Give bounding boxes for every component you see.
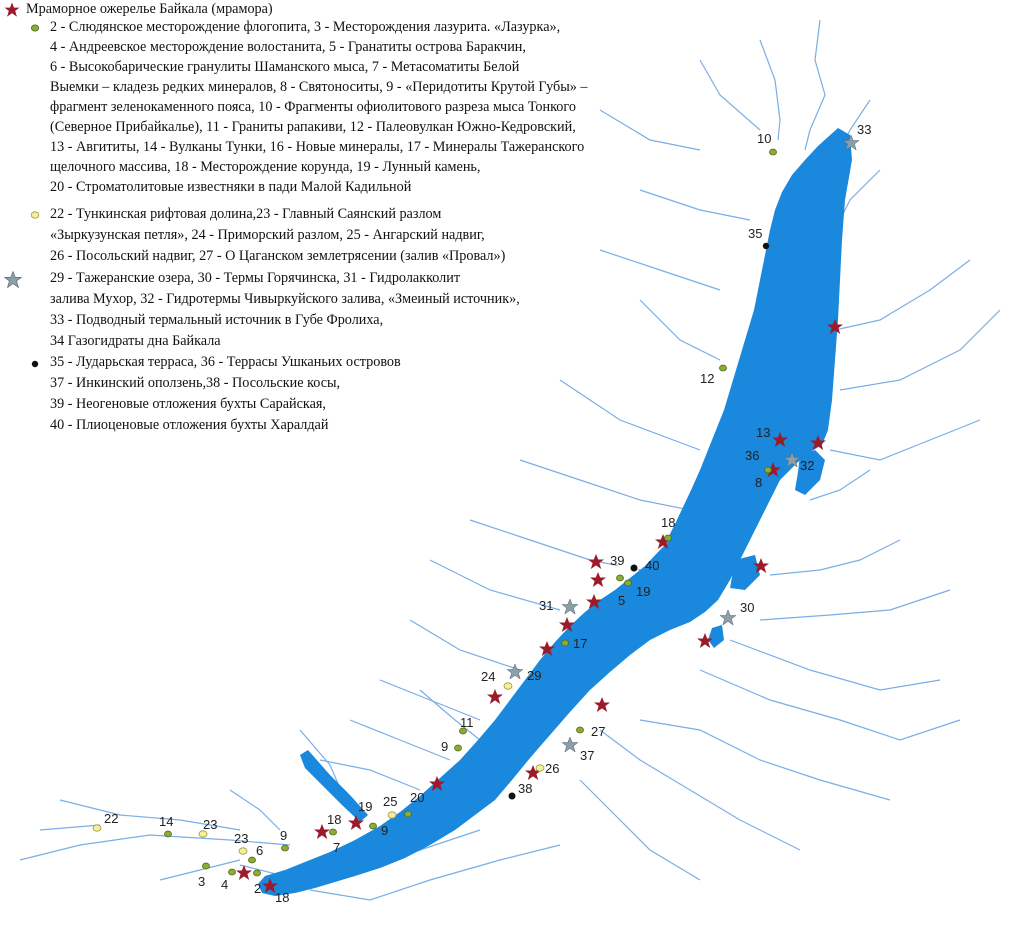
legend-minerals-line-3: 6 - Высокобарические гранулиты Шаманского мыса, 7 - Метасоматиты Белой bbox=[50, 59, 520, 75]
black-dot-icon bbox=[30, 359, 40, 369]
legend-minerals-line-9: 20 - Строматолитовые известняки в пади Малой Кадильной bbox=[50, 179, 412, 195]
legend-minerals-line-7: 13 - Авгититы, 14 - Вулканы Тунки, 16 - Новые минералы, 17 - Минералы Тажеранского bbox=[50, 139, 585, 155]
legend-hydro-line-3: 33 - Подводный термальный источник в Губе Фролиха, bbox=[50, 312, 384, 328]
label-39: 39 bbox=[610, 553, 625, 568]
legend-sediments-line-1: 35 - Лударьская терраса, 36 - Террасы Ушканьих островов bbox=[50, 354, 401, 370]
legend-minerals-line-1: 2 - Слюдянское месторождение флогопита, 3 - Месторождения лазурита. «Лазурка», bbox=[50, 19, 561, 35]
legend-sediments-line-3: 39 - Неогеновые отложения бухты Сарайская, bbox=[50, 396, 326, 412]
label-18c: 18 bbox=[275, 890, 290, 905]
label-2: 2 bbox=[254, 881, 262, 896]
red-star-icon bbox=[4, 2, 20, 18]
label-19: 19 bbox=[636, 584, 651, 599]
label-33: 33 bbox=[857, 122, 872, 137]
legend-minerals-line-4: Выемки – кладезь редких минералов, 8 - Святоноситы, 9 - «Перидотиты Крутой Губы» – bbox=[50, 79, 588, 95]
label-24: 24 bbox=[481, 669, 496, 684]
label-19b: 19 bbox=[358, 799, 373, 814]
label-4: 4 bbox=[221, 877, 229, 892]
label-14: 14 bbox=[159, 814, 174, 829]
label-17: 17 bbox=[573, 636, 588, 651]
green-dot-icon bbox=[30, 23, 40, 33]
label-25: 25 bbox=[383, 794, 398, 809]
legend-hydro-line-2: залива Мухор, 32 - Гидротермы Чивыркуйского залива, «Змеиный источник», bbox=[50, 291, 520, 307]
label-31: 31 bbox=[539, 598, 554, 613]
label-7: 7 bbox=[333, 840, 341, 855]
label-20: 20 bbox=[410, 790, 425, 805]
label-18b: 18 bbox=[327, 812, 342, 827]
label-40: 40 bbox=[645, 558, 660, 573]
label-9a: 9 bbox=[441, 739, 449, 754]
legend-hydro-line-4: 34 Газогидраты дна Байкала bbox=[50, 333, 221, 349]
label-5: 5 bbox=[618, 593, 626, 608]
legend-tectonics-line-3: 26 - Посольский надвиг, 27 - О Цаганском землетрясении (залив «Провал») bbox=[50, 248, 506, 264]
legend-sediments-line-4: 40 - Плиоценовые отложения бухты Харалдай bbox=[50, 417, 329, 433]
label-6: 6 bbox=[256, 843, 264, 858]
label-32: 32 bbox=[800, 458, 815, 473]
label-9b: 9 bbox=[381, 823, 389, 838]
label-35: 35 bbox=[748, 226, 763, 241]
label-10: 10 bbox=[757, 131, 772, 146]
label-3: 3 bbox=[198, 874, 206, 889]
label-36: 36 bbox=[745, 448, 760, 463]
label-9c: 9 bbox=[280, 828, 288, 843]
label-12: 12 bbox=[700, 371, 715, 386]
label-27: 27 bbox=[591, 724, 606, 739]
label-11: 11 bbox=[460, 715, 474, 730]
legend-sediments-line-2: 37 - Инкинский оползень,38 - Посольские косы, bbox=[50, 375, 341, 391]
label-30: 30 bbox=[740, 600, 755, 615]
label-38: 38 bbox=[518, 781, 533, 796]
small-lake bbox=[708, 625, 724, 648]
label-18: 18 bbox=[661, 515, 676, 530]
legend-minerals-line-2: 4 - Андреевское месторождение волостанита, 5 - Гранатиты острова Баракчин, bbox=[50, 39, 526, 55]
label-13: 13 bbox=[756, 425, 771, 440]
legend-marble-text: Мраморное ожерелье Байкала (мрамора) bbox=[26, 1, 273, 17]
label-8: 8 bbox=[755, 475, 763, 490]
legend-tectonics-line-2: «Зыркузунская петля», 24 - Приморский разлом, 25 - Ангарский надвиг, bbox=[50, 227, 485, 243]
label-23b: 23 bbox=[234, 831, 249, 846]
label-37: 37 bbox=[580, 748, 595, 763]
legend-minerals-line-8: щелочного массива, 18 - Месторождение корунда, 19 - Лунный камень, bbox=[50, 159, 481, 175]
label-26: 26 bbox=[545, 761, 560, 776]
legend-hydro-line-1: 29 - Тажеранские озера, 30 - Термы Горячинска, 31 - Гидролакколит bbox=[50, 270, 461, 286]
legend-minerals-line-5: фрагмент зеленокаменного пояса, 10 - Фрагменты офиолитового разреза мыса Тонкого bbox=[50, 99, 576, 115]
gray-star-icon bbox=[4, 271, 22, 289]
legend-minerals-line-6: (Северное Прибайкалье), 11 - Граниты рапакиви, 12 - Палеовулкан Южно-Кедровский, bbox=[50, 119, 576, 135]
label-23a: 23 bbox=[203, 817, 218, 832]
label-29: 29 bbox=[527, 668, 542, 683]
label-22: 22 bbox=[104, 811, 119, 826]
yellow-dot-icon bbox=[30, 210, 40, 220]
legend-tectonics-line-1: 22 - Тункинская рифтовая долина,23 - Главный Саянский разлом bbox=[50, 206, 442, 222]
